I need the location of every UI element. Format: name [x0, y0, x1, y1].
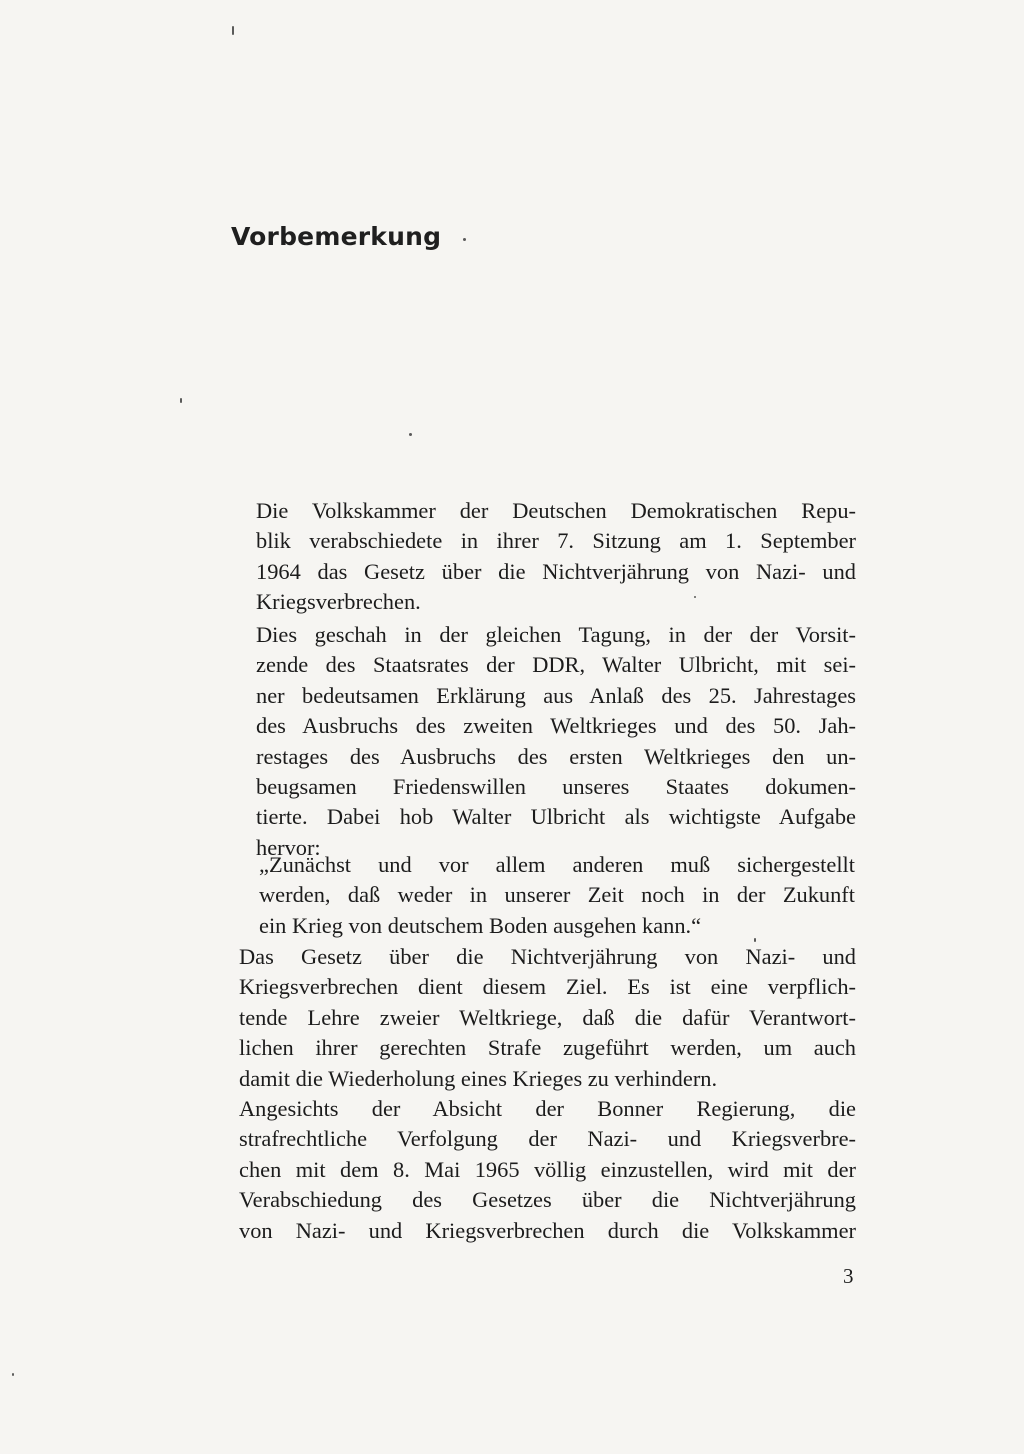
scan-speck — [463, 238, 466, 241]
text-line: zende des Staatsrates der DDR, Walter Ulbricht, mit sei- — [256, 652, 856, 678]
text-line: blik verabschiedete in ihrer 7. Sitzung am 1. September — [256, 528, 856, 554]
block-quote — [259, 850, 855, 941]
scan-speck — [12, 1373, 14, 1376]
text-line: Kriegsverbrechen dient diesem Ziel. Es ist eine verpflich- — [239, 974, 856, 1000]
text-line: restages des Ausbruchs des ersten Weltkrieges den un- — [256, 743, 856, 769]
page-number: 3 — [843, 1264, 854, 1288]
paragraph-4 — [239, 1094, 856, 1246]
text-line: werden, daß weder in unserer Zeit noch in der Zukunft — [259, 882, 855, 908]
scan-speck — [180, 398, 182, 403]
page-heading: Vorbemerkung — [231, 222, 442, 251]
text-line: lichen ihrer gerechten Strafe zugeführt werden, um auch — [239, 1035, 856, 1061]
text-line: damit die Wiederholung eines Krieges zu verhindern. — [239, 1065, 718, 1091]
text-line: Angesichts der Absicht der Bonner Regierung, die — [239, 1096, 856, 1121]
text-line: strafrechtliche Verfolgung der Nazi- und Kriegsverbre- — [239, 1126, 856, 1152]
text-line: von Nazi- und Kriegsverbrechen durch die Volkskammer — [239, 1217, 856, 1243]
text-line: Das Gesetz über die Nichtverjährung von Nazi- und — [239, 944, 856, 969]
text-line: 1964 das Gesetz über die Nichtverjährung von Nazi- und — [256, 558, 856, 584]
text-line: ner bedeutsamen Erklärung aus Anlaß des 25. Jahrestages — [256, 682, 856, 708]
text-line: Kriegsverbrechen. — [256, 589, 421, 615]
text-line: des Ausbruchs des zweiten Weltkrieges und des 50. Jah- — [256, 713, 856, 739]
text-line: Dies geschah in der gleichen Tagung, in der der Vorsit- — [256, 622, 856, 647]
paragraph-3 — [239, 942, 856, 1094]
text-line: chen mit dem 8. Mai 1965 völlig einzustellen, wird mit der — [239, 1156, 856, 1182]
paragraph-1 — [256, 496, 856, 618]
text-line: tierte. Dabei hob Walter Ulbricht als wichtigste Aufgabe — [256, 804, 856, 830]
scan-speck — [409, 433, 412, 436]
text-line: beugsamen Friedenswillen unseres Staates dokumen- — [256, 774, 856, 800]
text-line: tende Lehre zweier Weltkriege, daß die dafür Verantwort- — [239, 1004, 856, 1030]
text-line: Die Volkskammer der Deutschen Demokratischen Repu- — [256, 498, 856, 523]
paragraph-2 — [256, 620, 856, 863]
text-line: Verabschiedung des Gesetzes über die Nichtverjährung — [239, 1187, 856, 1213]
text-line: ein Krieg von deutschem Boden ausgehen kann.“ — [259, 912, 702, 938]
text-line: hervor: — [256, 834, 321, 860]
scan-speck — [232, 26, 234, 35]
text-line: „Zunächst und vor allem anderen muß sichergestellt — [259, 852, 855, 877]
